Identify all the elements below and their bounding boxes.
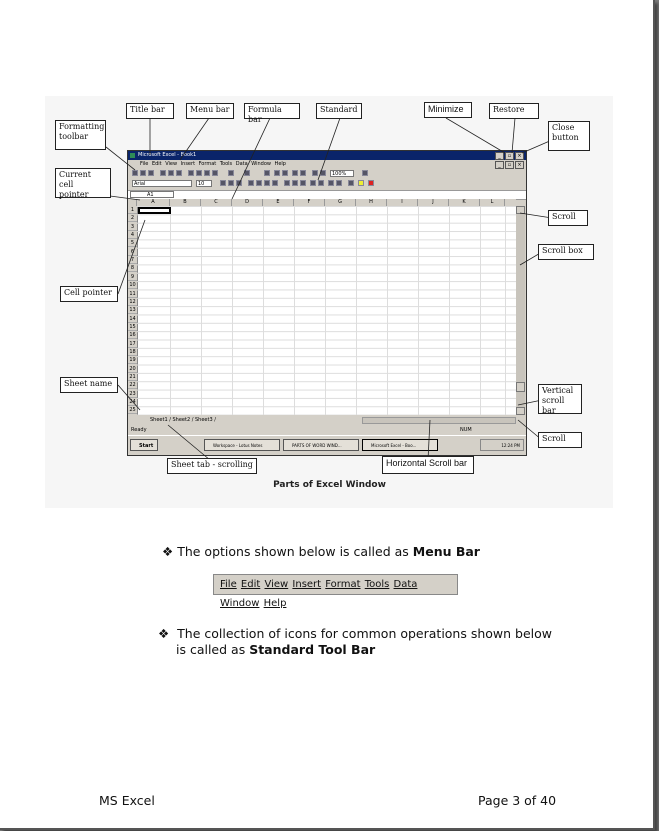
borders-icon	[348, 180, 354, 186]
figure-caption: Parts of Excel Window	[273, 480, 386, 490]
callout-horizontal-scroll-bar: Horizontal Scroll bar	[382, 456, 474, 474]
column-line	[505, 206, 506, 415]
column-header: E	[263, 199, 294, 206]
row-header: 9	[128, 273, 137, 281]
callout-scroll-box: Scroll box	[538, 244, 594, 260]
italic-icon	[228, 180, 234, 186]
bullet-menu-bar	[162, 544, 480, 560]
formatting-toolbar	[130, 179, 524, 188]
callout-standard: Standard	[316, 103, 362, 119]
windows-taskbar	[128, 435, 526, 456]
excel-title-bar	[128, 151, 526, 160]
sort-desc-icon	[300, 170, 306, 176]
row-header: 25	[129, 407, 136, 414]
column-header: L	[480, 199, 505, 206]
row-header: 6	[128, 248, 137, 256]
comma-icon	[300, 180, 306, 186]
callout-scroll-bottom: Scroll	[538, 432, 582, 448]
close-icon: ×	[515, 152, 524, 160]
cell-pointer	[138, 207, 171, 214]
taskbar-clock: 12:24 PM	[480, 439, 524, 451]
column-line	[418, 206, 419, 415]
bullet-icon: ❖	[158, 626, 170, 641]
print-icon	[160, 170, 166, 176]
taskbar-item: Workspace - Lotus Notes	[204, 439, 280, 451]
format-painter-icon	[212, 170, 218, 176]
row-header: 11	[129, 290, 136, 297]
column-header: A	[137, 199, 170, 206]
footer-left: MS Excel	[99, 793, 155, 808]
row-header: 19	[129, 357, 136, 364]
callout-sheet-tab-scrolling: Sheet tab - scrolling	[167, 458, 257, 474]
preview-icon	[168, 170, 174, 176]
callout-current-cell-pointer: Current cell pointer	[55, 168, 111, 198]
callout-restore: Restore	[489, 103, 539, 119]
grid-lines	[137, 206, 516, 415]
column-header: K	[449, 199, 480, 206]
menu-item-example: Window	[220, 598, 260, 609]
start-button: Start	[130, 439, 158, 451]
column-header: B	[170, 199, 201, 206]
column-header: F	[294, 199, 325, 206]
row-header: 14	[129, 315, 136, 322]
row-header: 21	[129, 374, 136, 380]
function-icon	[282, 170, 288, 176]
open-icon	[140, 170, 146, 176]
bullet-standard-bold: Standard Tool Bar	[249, 642, 376, 657]
spell-icon	[176, 170, 182, 176]
callout-sheet-name: Sheet name	[60, 377, 118, 393]
copy-icon	[196, 170, 202, 176]
sheet-tab-labels: Sheet1 / Sheet2 / Sheet3 /	[150, 417, 216, 423]
row-header: 20	[129, 365, 136, 372]
redo-icon	[244, 170, 250, 176]
row-header: 3	[128, 223, 137, 231]
vertical-scroll-bar	[516, 206, 525, 415]
new-icon	[132, 170, 138, 176]
column-line	[294, 206, 295, 415]
callout-close-button: Close button	[548, 121, 590, 151]
bullet-standard-line2: is called as	[176, 642, 246, 657]
column-line	[480, 206, 481, 415]
callout-vertical-scroll-bar: Vertical scroll bar	[538, 384, 582, 414]
row-header: 4	[128, 231, 137, 239]
merge-icon	[272, 180, 278, 186]
bold-icon	[220, 180, 226, 186]
menu-item-example: Data	[393, 579, 418, 590]
excel-window-figure	[127, 150, 527, 456]
minimize-icon: _	[495, 152, 504, 160]
select-all-corner	[128, 199, 137, 206]
row-header: 8	[128, 264, 137, 272]
sort-asc-icon	[292, 170, 298, 176]
excel-menu-text: File Edit View Insert Format Tools Data Window Help	[140, 161, 286, 167]
column-header: D	[232, 199, 263, 206]
window-buttons	[495, 152, 524, 160]
callout-scroll-top: Scroll	[548, 210, 588, 226]
zoom-box: 100%	[330, 170, 354, 177]
menu-item-example: Format	[325, 579, 361, 590]
font-size-box: 10	[196, 180, 212, 187]
menu-item-example: View	[264, 579, 289, 590]
column-line	[263, 206, 264, 415]
row-header: 24	[129, 399, 136, 406]
column-header: H	[356, 199, 387, 206]
bullet-standard-toolbar	[158, 626, 578, 658]
underline-icon	[236, 180, 242, 186]
callout-menu-bar: Menu bar	[186, 103, 234, 119]
hyperlink-icon	[264, 170, 270, 176]
column-line	[387, 206, 388, 415]
status-bar	[128, 426, 526, 434]
chart-wizard-icon	[312, 170, 318, 176]
fill-color-icon	[358, 180, 364, 186]
align-right-icon	[264, 180, 270, 186]
menu-item-example: File	[220, 579, 237, 590]
column-header: G	[325, 199, 356, 206]
excel-title-text: Microsoft Excel - Book1	[138, 152, 197, 158]
save-icon	[148, 170, 154, 176]
row-header: 18	[129, 348, 136, 355]
callout-formula-bar: Formula bar	[244, 103, 300, 119]
column-line	[356, 206, 357, 415]
column-line	[325, 206, 326, 415]
menu-item-example: Insert	[292, 579, 322, 590]
name-box: A1	[130, 191, 174, 198]
row-header: 7	[128, 256, 137, 264]
workbook-buttons	[495, 161, 524, 169]
decrease-indent-icon	[328, 180, 334, 186]
bullet-standard-line1: The collection of icons for common operations shown below	[177, 626, 553, 641]
row-header: 22	[129, 382, 136, 389]
decrease-decimal-icon	[318, 180, 324, 186]
row-header: 17	[129, 340, 136, 347]
column-header: I	[387, 199, 418, 206]
close-icon: ×	[515, 161, 524, 169]
footer-right: Page 3 of 40	[478, 793, 557, 808]
callout-formatting-toolbar: Formatting toolbar	[55, 120, 106, 150]
excel-app-icon	[130, 153, 135, 158]
row-header: 13	[129, 307, 136, 314]
minimize-icon: _	[495, 161, 504, 169]
column-line	[170, 206, 171, 415]
row-header: 16	[129, 332, 136, 339]
status-ready: Ready	[131, 427, 147, 433]
autosum-icon	[274, 170, 280, 176]
scroll-up-icon	[516, 206, 525, 214]
cut-icon	[188, 170, 194, 176]
menu-item-example: Tools	[364, 579, 390, 590]
scroll-box	[516, 382, 525, 392]
font-name-box: Arial	[132, 180, 192, 187]
column-line	[232, 206, 233, 415]
menu-bar-example	[213, 574, 458, 609]
menu-item-example: Edit	[240, 579, 261, 590]
callout-cell-pointer: Cell pointer	[60, 286, 118, 302]
restore-icon: ▫	[505, 152, 514, 160]
restore-icon: ▫	[505, 161, 514, 169]
increase-indent-icon	[336, 180, 342, 186]
standard-toolbar	[130, 169, 524, 178]
taskbar-item: Microsoft Excel - Boo...	[362, 439, 438, 451]
row-header: 5	[128, 239, 137, 247]
worksheet-grid	[128, 199, 516, 415]
bullet-menu-bar-text: The options shown below is called as	[177, 544, 409, 559]
undo-icon	[228, 170, 234, 176]
row-header: 12	[129, 298, 136, 305]
row-header: 15	[129, 323, 136, 330]
column-header: J	[418, 199, 449, 206]
bullet-icon: ❖	[162, 544, 174, 559]
align-center-icon	[256, 180, 262, 186]
column-line	[201, 206, 202, 415]
align-left-icon	[248, 180, 254, 186]
increase-decimal-icon	[310, 180, 316, 186]
row-header: 23	[129, 390, 136, 397]
column-line	[449, 206, 450, 415]
paste-icon	[204, 170, 210, 176]
drawing-icon	[320, 170, 326, 176]
row-header: 10	[129, 282, 136, 289]
callout-title-bar: Title bar	[126, 103, 174, 119]
horizontal-scroll-bar	[362, 417, 516, 424]
menu-item-example: Help	[263, 598, 287, 609]
scroll-down-icon	[516, 407, 525, 415]
excel-menu-bar	[128, 160, 526, 168]
bullet-menu-bar-bold: Menu Bar	[412, 544, 480, 559]
callout-minimize: Minimize	[424, 102, 472, 118]
status-num: NUM	[460, 427, 472, 433]
column-header: C	[201, 199, 232, 206]
row-header: 1	[128, 206, 137, 214]
help-icon	[362, 170, 368, 176]
taskbar-item: PARTS OF WORD WIND...	[283, 439, 359, 451]
row-header: 2	[128, 214, 137, 222]
font-color-icon	[368, 180, 374, 186]
currency-icon	[284, 180, 290, 186]
percent-icon	[292, 180, 298, 186]
